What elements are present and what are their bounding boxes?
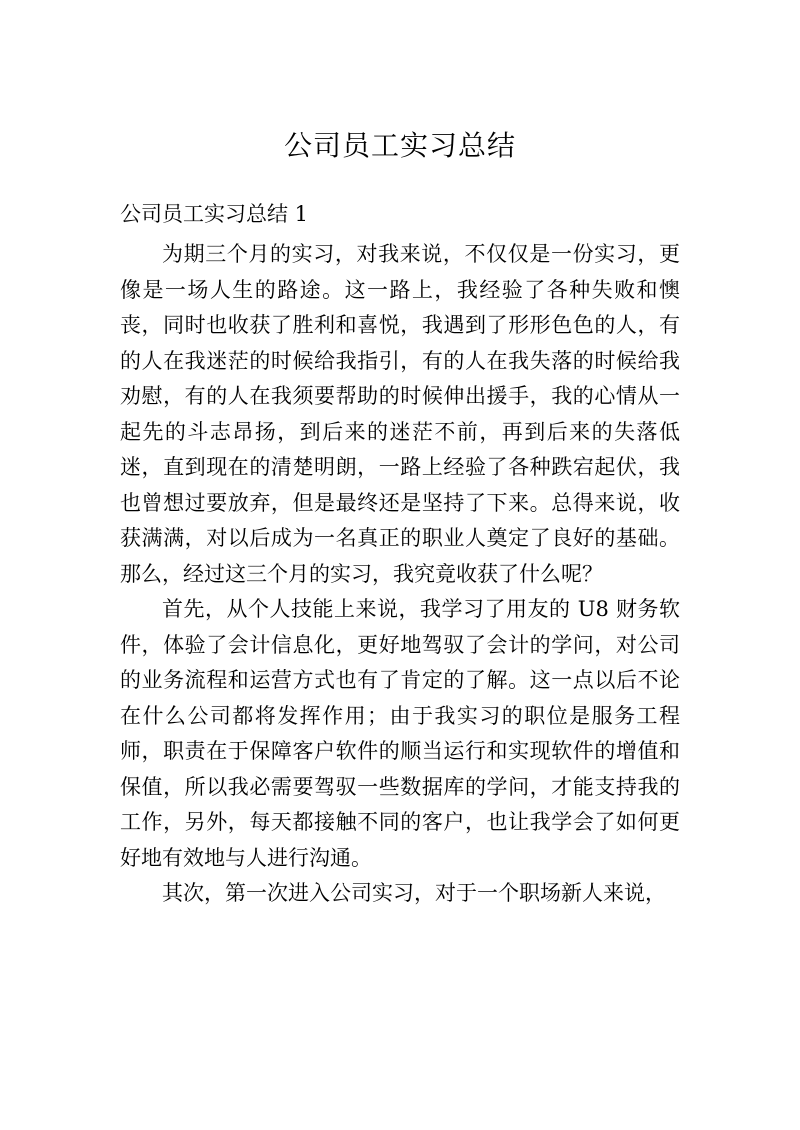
paragraph-3: 其次，第一次进入公司实习，对于一个职场新人来说， (162, 881, 666, 905)
section-heading: 公司员工实习总结 1 (120, 202, 309, 226)
document-title: 公司员工实习总结 (283, 129, 516, 162)
paragraph-1: 为期三个月的实习，对我来说，不仅仅是一份实习，更像是一场人生的路途。这一路上，我经验了各种失败和懊丧，同时也收获了胜利和喜悦，我遇到了形形色色的人，有的人在我迷茫的时候给我指引，有的人在我失落的时候给我劝慰，有的人在我须要帮助的时候伸出援手，我的心情从一起先的斗志昂扬，到后来的迷茫不前，再到后来的失落低迷，直到现在的清楚明朗，一路上经验了各种跌宕起伏，我也曾想过要放弃，但是最终还是坚持了下来。总得来说，收获满满，对以后成为一名真正的职业人奠定了良好的基础。那么，经过这三个月的实习，我究竟收获了什么呢？ (120, 242, 680, 586)
paragraph-2: 首先，从个人技能上来说，我学习了用友的 U8 财务软件，体验了会计信息化，更好地驾驭了会计的学问，对公司的业务流程和运营方式也有了肯定的了解。这一点以后不论在什么公司都将发挥作用；由于我实习的职位是服务工程师，职责在于保障客户软件的顺当运行和实现软件的增值和保值，所以我必需要驾驭一些数据库的学问，才能支持我的工作，另外，每天都接触不同的客户，也让我学会了如何更好地有效地与人进行沟通。 (120, 597, 680, 870)
document-body (120, 237, 680, 912)
